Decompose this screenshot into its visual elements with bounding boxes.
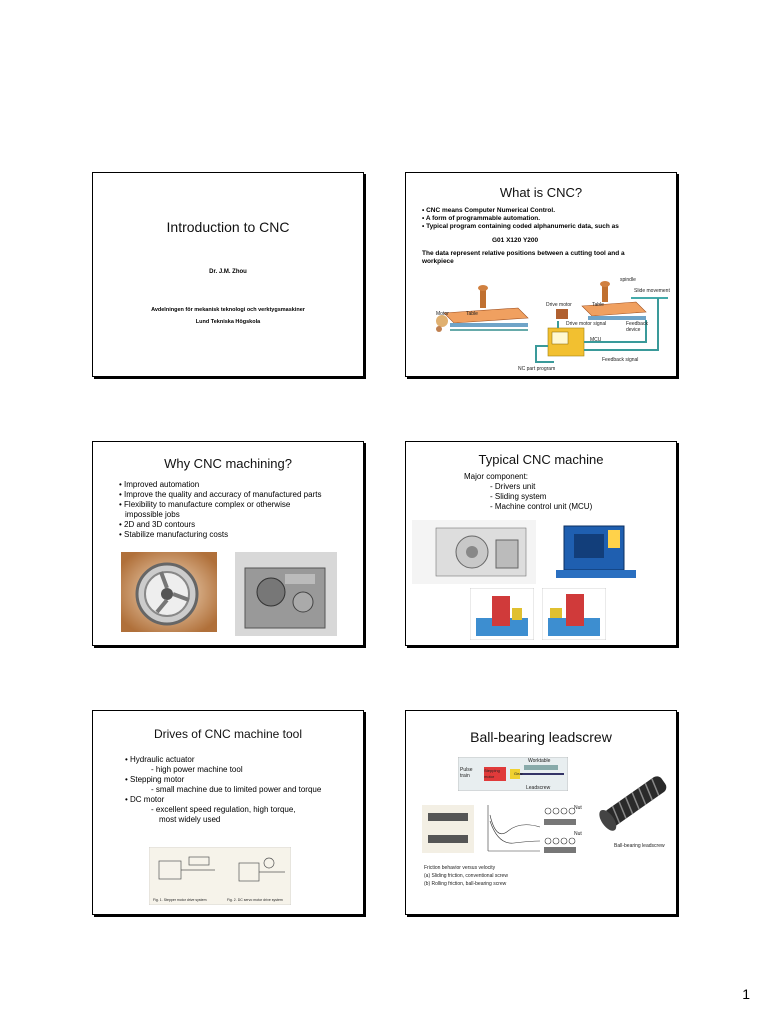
caption-friction: Friction behavior versus velocity — [424, 865, 496, 871]
slide-title: Drives of CNC machine tool — [153, 727, 303, 741]
label-table-left: Table — [466, 311, 478, 317]
friction-graphs — [418, 801, 546, 857]
drive-type: • DC motor — [125, 795, 165, 804]
drive-type: • Hydraulic actuator — [125, 755, 195, 764]
label-leadscrew: Leadscrew — [526, 785, 551, 791]
machined-part-photo — [235, 552, 337, 636]
reason-item: • Improved automation — [119, 480, 200, 489]
label-nut-1: Nut — [574, 805, 582, 811]
reason-item: • 2D and 3D contours — [119, 520, 196, 529]
label-ball-bearing-leadscrew: Ball-bearing leadscrew — [614, 843, 665, 849]
reason-item: • Flexibility to manufacture complex or otherwise — [119, 500, 291, 509]
label-drive-motor: Drive motor — [546, 302, 572, 308]
drive-detail: - high power machine tool — [151, 765, 243, 774]
slide-title: Typical CNC machine — [478, 452, 604, 467]
slide-title: Introduction to CNC — [166, 219, 290, 235]
bullet-2: • A form of programmable automation. — [422, 215, 541, 222]
cnc-lathe-image — [412, 520, 536, 584]
slide-typical-cnc — [405, 441, 677, 646]
slide-intro — [92, 172, 364, 377]
bullet-1: • CNC means Computer Numerical Control. — [422, 207, 556, 214]
bullet-3: • Typical program containing coded alphanumeric data, such as — [422, 223, 619, 230]
drive-detail: - small machine due to limited power and torque — [151, 785, 322, 794]
label-nc-part-program: NC part program — [518, 366, 556, 372]
slide-title: What is CNC? — [499, 185, 583, 200]
slide-title: Why CNC machining? — [164, 456, 292, 471]
drive-detail: most widely used — [159, 815, 221, 824]
drive-type: • Stepping motor — [125, 775, 185, 784]
label-spindle: spindle — [620, 277, 636, 283]
label-mcu: MCU — [590, 337, 602, 343]
label-motor-left: Motor — [436, 311, 449, 317]
component-item: - Drivers unit — [490, 482, 536, 491]
code-example: G01 X120 Y200 — [492, 237, 539, 244]
label-nut-2: Nut — [574, 831, 582, 837]
reason-item: impossible jobs — [125, 510, 180, 519]
component-item: - Sliding system — [490, 492, 547, 501]
ball-screw-photo — [592, 767, 676, 837]
slide-why-cnc — [92, 441, 364, 646]
wheel-photo — [121, 552, 217, 632]
slide-ball-bearing — [405, 710, 677, 915]
component-item: - Machine control unit (MCU) — [490, 502, 593, 511]
caption-rolling: (b) Rolling friction, ball-bearing screw — [424, 881, 507, 887]
figure-caption-1: Fig. 1. Stepper motor drive system — [153, 898, 207, 902]
reason-item: • Stabilize manufacturing costs — [119, 530, 229, 539]
label-gear: Gear — [514, 771, 523, 776]
label-feedback-signal: Feedback signal — [602, 357, 639, 363]
author: Dr. J.M. Zhou — [209, 269, 247, 275]
figure-caption-2: Fig. 2. DC servo motor drive system — [227, 898, 283, 902]
caption-sliding: (a) Sliding friction, conventional screw — [424, 873, 508, 879]
drive-detail: - excellent speed regulation, high torque, — [151, 805, 296, 814]
department: Avdelningen för mekanisk teknologi och verktygsmaskiner — [151, 307, 305, 313]
slide-title: Ball-bearing leadscrew — [470, 729, 612, 745]
note-line-1: The data represent relative positions between a cutting tool and a — [422, 250, 625, 257]
sliding-system-image-2 — [542, 588, 606, 640]
label-worktable: Worktable — [528, 758, 551, 764]
label-stepping-motor: Stepping motor — [484, 768, 500, 779]
label-table: Table — [592, 302, 604, 308]
slide-what-is-cnc — [405, 172, 677, 377]
note-line-2: workpiece — [422, 258, 454, 265]
page-number: 1 — [742, 986, 750, 1002]
label-drive-motor-signal: Drive motor signal — [566, 321, 607, 327]
university: Lund Tekniska Högskola — [195, 319, 261, 325]
components-intro: Major component: — [464, 472, 529, 481]
reason-item: • Improve the quality and accuracy of manufactured parts — [119, 490, 322, 499]
label-feedback-device: Feedback device — [626, 321, 648, 333]
slide-drives — [92, 710, 364, 915]
label-slide-movement: Slide movement — [634, 288, 670, 294]
label-pulse-train: Pulse train — [460, 767, 473, 779]
sliding-system-image-1 — [470, 588, 534, 640]
machining-center-image — [546, 516, 646, 584]
